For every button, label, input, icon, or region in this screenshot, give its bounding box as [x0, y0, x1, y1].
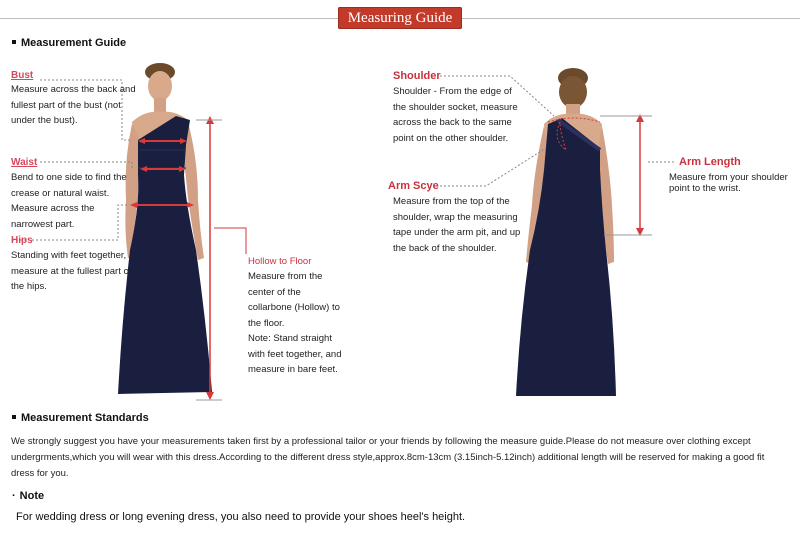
standards-line: dress for you.: [11, 468, 69, 479]
standards-line: undergrments,which you will wear with this dress.According to the different dress style,approx.8cm-13cm (3.15inch-5.12inch) additional length will be reserved for making a good fit: [11, 452, 765, 463]
measurement-guide-title: Measurement Guide: [21, 37, 127, 49]
hollow-line: the floor.: [248, 317, 285, 329]
arm-scye-line: tape under the arm pit, and up: [393, 227, 521, 238]
note-text: For wedding dress or long evening dress, you also need to provide your shoes heel's height.: [16, 511, 466, 523]
hips-description: [11, 248, 133, 295]
shoulder-line: across the back to the same: [393, 117, 512, 128]
measuring-guide-banner: Measuring Guide: [338, 7, 462, 29]
note-heading: [12, 490, 44, 502]
shoulder-line: point on the other shoulder.: [393, 132, 509, 144]
hollow-line: measure in bare feet.: [248, 364, 338, 375]
waist-line: narrowest part.: [11, 218, 75, 230]
arm-scye-description: [393, 194, 533, 256]
hollow-line: with feet together, and: [248, 348, 342, 360]
standards-paragraph: [11, 434, 796, 482]
hips-line: measure at the fullest part of: [11, 265, 132, 277]
waist-line: Measure across the: [11, 203, 95, 214]
arm-scye-label: Arm Scye: [388, 180, 439, 192]
shoulder-line: the shoulder socket, measure: [393, 101, 518, 113]
note-bullet-icon: ·: [12, 490, 16, 502]
arm-length-line: Measure from your shoulder: [669, 172, 788, 183]
arm-length-label: Arm Length: [679, 156, 741, 168]
bust-description: [11, 82, 136, 129]
hollow-line: Note: Stand straight: [248, 333, 332, 344]
arm-length-line: point to the wrist.: [669, 183, 741, 194]
hips-line: Standing with feet together,: [11, 250, 127, 261]
waist-label: Waist: [11, 157, 38, 168]
bust-label: Bust: [11, 70, 34, 81]
hips-label: Hips: [11, 235, 33, 246]
standards-line: We strongly suggest you have your measurements taken first by a professional tailor or your friends by following the measure guide.Please do not measure over clothing except: [11, 436, 751, 447]
waist-description: [11, 170, 129, 232]
arm-scye-line: shoulder, wrap the measuring: [393, 211, 518, 223]
note-title: Note: [19, 490, 45, 502]
shoulder-line: Shoulder - From the edge of: [393, 86, 512, 97]
hollow-line: center of the: [248, 286, 301, 298]
shoulder-description: [393, 84, 533, 146]
arm-scye-line: the back of the shoulder.: [393, 242, 497, 254]
measurement-standards-title: Measurement Standards: [21, 412, 149, 424]
waist-line: Bend to one side to find the: [11, 172, 127, 183]
bust-line: fullest part of the bust (not: [11, 99, 121, 111]
waist-line: crease or natural waist.: [11, 187, 110, 199]
hollow-line: Measure from the: [248, 271, 323, 282]
shoulder-label: Shoulder: [393, 70, 441, 82]
hollow-line: collarbone (Hollow) to: [248, 302, 340, 313]
arm-length-description: [669, 172, 794, 194]
measurement-standards-heading: [12, 412, 149, 424]
hollow-description: [248, 269, 358, 378]
bust-line: under the bust).: [11, 115, 78, 126]
bullet-icon: [12, 415, 16, 419]
bust-line: Measure across the back and: [11, 84, 136, 95]
arm-scye-line: Measure from the top of the: [393, 196, 510, 207]
hips-line: the hips.: [11, 281, 47, 292]
hollow-label: Hollow to Floor: [248, 256, 312, 267]
